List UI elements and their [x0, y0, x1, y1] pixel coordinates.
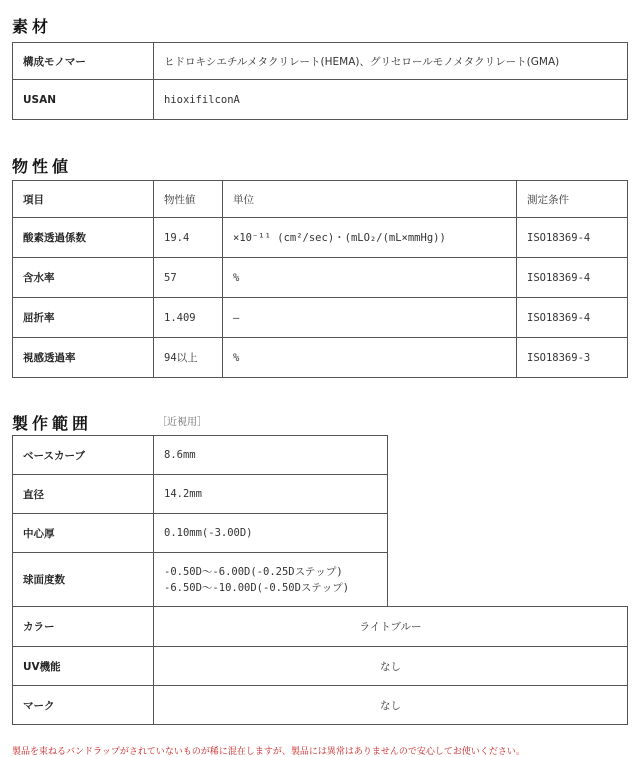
property-unit: ×10⁻¹¹ (cm²/sec)・(mLO₂/(mL×mmHg)): [223, 218, 517, 258]
property-value: 94以上: [154, 338, 223, 378]
table-row: [13, 436, 628, 475]
property-unit: %: [223, 338, 517, 378]
table-row: [13, 514, 628, 553]
empty-cell: [388, 436, 628, 475]
range-value: ライトブルー: [154, 607, 628, 647]
property-item: 視感透過率: [13, 338, 154, 378]
property-condition: ISO18369-4: [517, 218, 628, 258]
properties-title: 物性値: [12, 157, 73, 176]
range-value: なし: [154, 647, 628, 686]
empty-cell: [388, 553, 628, 607]
power-range-line-1: -0.50D～-6.00D(-0.25Dステップ): [164, 565, 343, 578]
empty-cell: [388, 475, 628, 514]
property-item: 酸素透過係数: [13, 218, 154, 258]
range-label: 直径: [13, 475, 154, 514]
power-range-line-2: -6.50D～-10.00D(-0.50Dステップ): [164, 581, 350, 594]
range-subtitle: ［近視用］: [157, 417, 207, 428]
table-row: [13, 298, 628, 338]
header-unit: 単位: [223, 181, 517, 218]
table-row: [13, 181, 628, 218]
monomer-value: ヒドロキシエチルメタクリレート(HEMA)、グリセロールモノメタクリレート(GMA): [154, 43, 628, 80]
usan-value: hioxifilconA: [154, 80, 628, 120]
property-value: 1.409: [154, 298, 223, 338]
monomer-label: 構成モノマー: [13, 43, 154, 80]
range-label: ベースカーブ: [13, 436, 154, 475]
header-item: 項目: [13, 181, 154, 218]
table-row: [13, 43, 628, 80]
table-row: [13, 80, 628, 120]
header-condition: 測定条件: [517, 181, 628, 218]
table-row: [13, 553, 628, 607]
property-unit: —: [223, 298, 517, 338]
property-value: 57: [154, 258, 223, 298]
empty-cell: [388, 514, 628, 553]
range-value: 8.6mm: [154, 436, 388, 475]
range-value: 0.10mm(-3.00D): [154, 514, 388, 553]
range-label: カラー: [13, 607, 154, 647]
property-unit: %: [223, 258, 517, 298]
range-label: UV機能: [13, 647, 154, 686]
property-item: 屈折率: [13, 298, 154, 338]
material-title: 素材: [12, 17, 53, 36]
property-condition: ISO18369-3: [517, 338, 628, 378]
range-label: 球面度数: [13, 553, 154, 607]
range-value: 14.2mm: [154, 475, 388, 514]
properties-table: [12, 180, 628, 378]
usan-label: USAN: [13, 80, 154, 120]
table-row: [13, 258, 628, 298]
material-table: [12, 42, 628, 120]
table-row: [13, 218, 628, 258]
range-table: [12, 435, 628, 725]
table-row: [13, 475, 628, 514]
range-title: 製作範囲: [12, 414, 93, 433]
range-value: [154, 553, 388, 607]
table-row: [13, 647, 628, 686]
property-condition: ISO18369-4: [517, 298, 628, 338]
table-row: [13, 338, 628, 378]
property-condition: ISO18369-4: [517, 258, 628, 298]
table-row: [13, 686, 628, 725]
range-value: なし: [154, 686, 628, 725]
table-row: [13, 607, 628, 647]
range-label: 中心厚: [13, 514, 154, 553]
header-value: 物性値: [154, 181, 223, 218]
range-label: マーク: [13, 686, 154, 725]
footer-note: 製品を束ねるバンドラップがされていないものが稀に混在しますが、製品には異常はありませんので安心してお使いください。: [12, 747, 525, 757]
property-value: 19.4: [154, 218, 223, 258]
property-item: 含水率: [13, 258, 154, 298]
